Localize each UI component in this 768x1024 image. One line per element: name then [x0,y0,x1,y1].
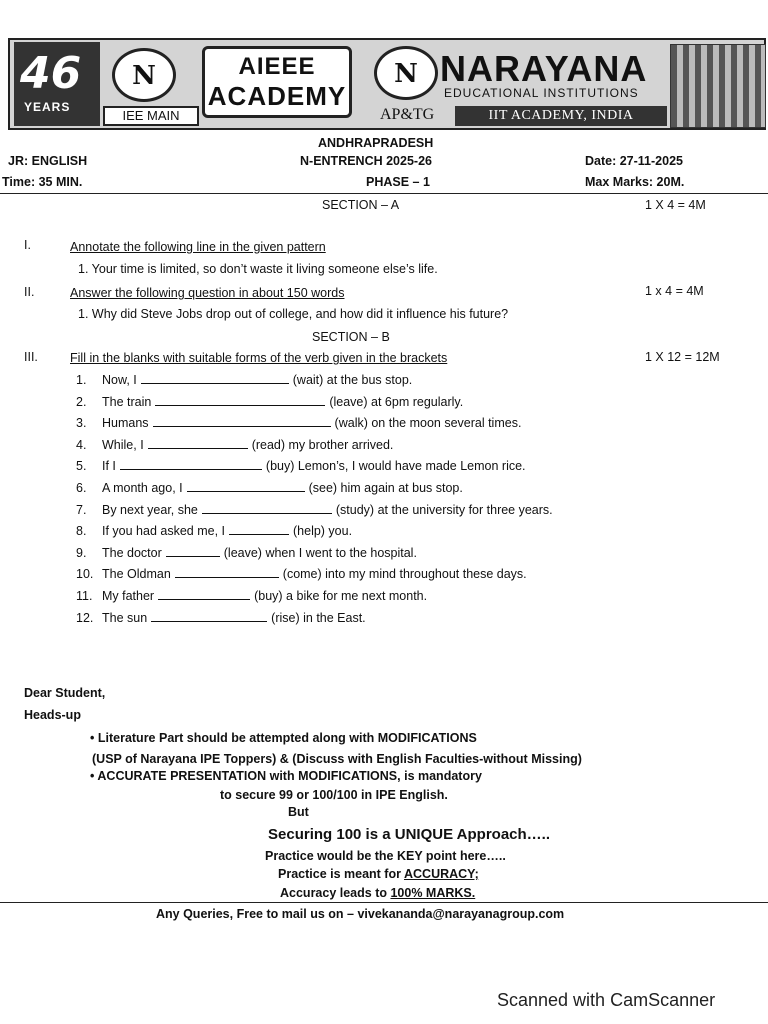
fill-item-prefix: The sun [102,610,148,625]
fill-item-prefix: The train [102,394,152,409]
header-divider [0,193,768,194]
years-number: 46 [20,48,82,99]
fill-item-verb: (leave) at 6pm regularly. [329,394,464,409]
fill-item-prefix: If you had asked me, I [102,524,225,539]
fill-item-number: 3. [76,416,87,431]
fill-item-prefix: If I [102,459,116,474]
fill-item [76,523,352,538]
answer-blank [141,372,289,384]
fill-item-verb: (rise) in the East. [271,610,366,625]
fill-item-verb: (walk) on the moon several times. [334,416,522,431]
exam-name: N-ENTRENCH 2025-26 [300,154,432,168]
fill-item-number: 8. [76,524,87,539]
fill-item [76,394,463,409]
fill-item-prefix: Now, I [102,373,137,387]
state-title: ANDHRAPRADESH [318,136,434,150]
fill-item [76,372,412,387]
queries-email: Any Queries, Free to mail us on – vivekananda@narayanagroup.com [156,907,565,921]
camscanner-watermark: Scanned with CamScanner [497,990,716,1010]
aieee-academy-box [202,46,352,118]
unique-approach: Securing 100 is a UNIQUE Approach….. [268,826,551,843]
fill-item-prefix: By next year, she [102,502,198,517]
fill-item [76,588,427,603]
fill-item-prefix: While, I [102,437,144,452]
q3-number: III. [24,350,38,364]
fill-item [76,566,527,581]
iit-academy-bar: IIT ACADEMY, INDIA [455,106,667,126]
q3-heading: Fill in the blanks with suitable forms of the verb given in the brackets [70,351,448,365]
fill-item [76,458,526,473]
exam-date: Date: 27-11-2025 [585,154,683,168]
fill-item-number: 1. [76,373,87,387]
narayana-emblem-right: N [374,46,438,100]
bullet-1: • Literature Part should be attempted along with MODIFICATIONS [90,731,477,745]
answer-blank [148,437,248,449]
answer-blank [229,523,289,535]
fill-item-prefix: My father [102,589,155,603]
fill-item-number: 5. [76,459,87,474]
answer-blank [175,566,279,578]
answer-blank [155,394,325,406]
q2-item: 1. Why did Steve Jobs drop out of college, and how did it influence his future? [78,307,509,321]
section-a-title: SECTION – A [322,198,400,212]
fill-item-verb: (leave) when I went to the hospital. [223,545,417,560]
aieee-text: AIEEE [238,53,316,80]
section-a-marks: 1 X 4 = 4M [645,198,706,212]
fill-item [76,610,366,625]
bullet-2-line-2: to secure 99 or 100/100 in IPE English. [220,788,448,802]
fill-item-number: 7. [76,502,87,517]
answer-blank [151,610,267,622]
answer-blank [158,588,250,600]
fill-item [76,480,463,495]
max-marks: Max Marks: 20M. [585,175,685,189]
q1-heading: Annotate the following line in the given pattern [70,240,326,254]
fill-item-prefix: A month ago, I [102,481,183,495]
fill-item [76,502,553,517]
bullet-2: • ACCURATE PRESENTATION with MODIFICATIONS, is mandatory [90,769,482,783]
fill-item [76,437,393,452]
fill-item-verb: (wait) at the bus stop. [292,373,413,387]
exam-phase: PHASE – 1 [366,175,430,189]
accuracy-marks: Accuracy leads to 100% MARKS. [280,886,476,900]
q2-marks: 1 x 4 = 4M [645,284,704,298]
q2-heading: Answer the following question in about 150 words [70,286,345,300]
class-subject: JR: ENGLISH [8,154,88,168]
q1-item: 1. Your time is limited, so don’t waste it living someone else’s life. [78,262,438,276]
answer-blank [166,545,220,557]
campus-building-image [670,44,766,128]
answer-blank [153,415,331,427]
fill-item-verb: (buy) Lemon’s, I would have made Lemon rice. [265,459,526,474]
brand-subtitle: EDUCATIONAL INSTITUTIONS [444,86,639,100]
fill-item-number: 6. [76,481,87,495]
practice-key: Practice would be the KEY point here….. [265,849,506,863]
fill-item-verb: (buy) a bike for me next month. [254,589,428,603]
fill-item-prefix: The Oldman [102,567,171,582]
fill-item-verb: (help) you. [293,524,353,539]
fill-item-number: 10. [76,567,94,582]
exam-time: Time: 35 MIN. [2,175,83,189]
fill-item [76,545,417,560]
fill-item-verb: (read) my brother arrived. [251,437,394,452]
answer-blank [187,480,305,492]
greeting: Dear Student, [24,686,106,700]
fill-item-number: 2. [76,394,87,409]
q2-number: II. [24,285,35,299]
narayana-emblem-left: N [112,48,176,102]
fill-item-number: 11. [76,589,93,603]
fill-item-number: 9. [76,545,87,560]
fill-item-prefix: The doctor [102,545,162,560]
academy-text: ACADEMY [207,81,347,111]
years-logo [14,42,100,126]
fill-item-verb: (study) at the university for three years. [335,502,553,517]
fill-item-number: 4. [76,437,87,452]
bullet-1-line-2: (USP of Narayana IPE Toppers) & (Discuss with English Faculties-without Missing) [92,752,582,766]
section-b-title: SECTION – B [312,330,390,344]
q3-marks: 1 X 12 = 12M [645,350,720,364]
fill-item-number: 12. [76,610,94,625]
but-text: But [288,805,309,819]
footer-divider [0,902,768,903]
answer-blank [202,502,332,514]
aptg-label: AP&TG [380,106,435,123]
answer-blank [120,458,262,470]
headsup: Heads-up [24,708,81,722]
iee-main-label: IEE MAIN [103,106,199,126]
q1-number: I. [24,238,31,252]
fill-item [76,415,521,430]
fill-item-verb: (see) him again at bus stop. [308,481,463,495]
fill-item-prefix: Humans [102,416,149,431]
years-label: YEARS [24,100,71,114]
practice-accuracy: Practice is meant for ACCURACY; [278,867,479,881]
brand-name: NARAYANA [440,48,648,89]
fill-item-verb: (come) into my mind throughout these days. [282,567,527,582]
